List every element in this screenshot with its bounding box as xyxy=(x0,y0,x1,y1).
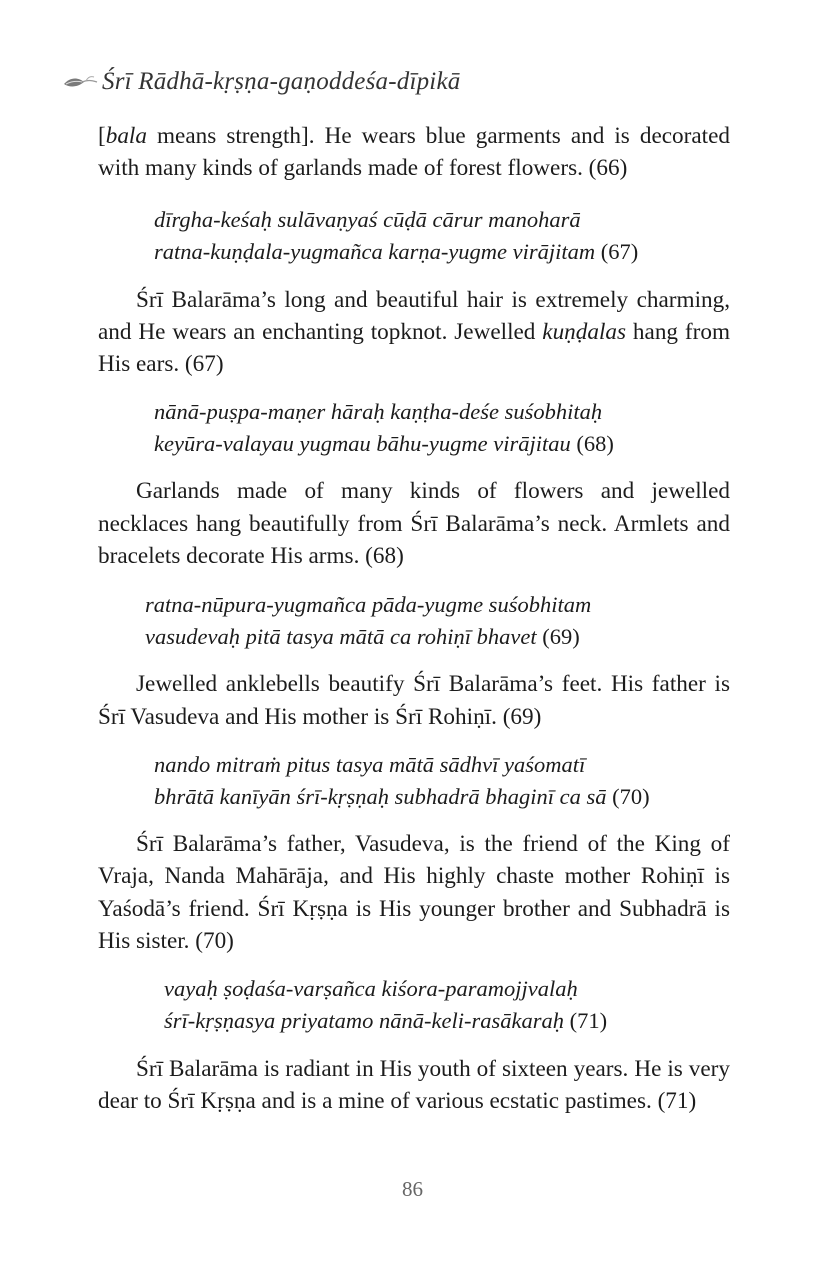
leaf-flourish-icon xyxy=(62,71,98,93)
italic-term: bala xyxy=(105,123,147,149)
verse-number: (71) xyxy=(569,1008,608,1034)
verse-number: (69) xyxy=(542,624,580,650)
verse-line: ratna-nūpura-yugmañca pāda-yugme suśobhitam xyxy=(145,592,592,618)
translation-68: Garlands made of many kinds of flowers and jewelled necklaces hang beautifully from Śrī Balarāma’s neck. Armlets and bracelets decorate His arms. (68) xyxy=(98,478,730,570)
text-fragment: means strength]. He wears blue garments and is decorated with many kinds of garlands made of forest flowers. (66) xyxy=(98,123,730,182)
verse-line-text: ratna-kuṇḍala-yugmañca karṇa-yugme virājitam xyxy=(154,238,596,264)
verse-line xyxy=(164,1005,730,1037)
text-fragment: [ xyxy=(98,123,106,149)
verse-71 xyxy=(164,973,730,1037)
verse-line: nando mitraṁ pitus tasya mātā sādhvī yaśomatī xyxy=(154,751,586,777)
verse-number: (70) xyxy=(612,783,650,809)
verse-line xyxy=(154,781,730,813)
verse-line: dīrgha-keśaḥ sulāvaṇyaś cūḍā cārur manoharā xyxy=(154,206,581,232)
translation-70: Śrī Balarāma’s father, Vasudeva, is the friend of the King of Vraja, Nanda Mahārāja, and His highly chaste mother Rohiṇī is Yaśodā’s friend. Śrī Kṛṣṇa is His younger brother and Subhadrā is His sister. (70) xyxy=(98,830,730,954)
page-content xyxy=(98,120,730,1118)
verse-line-text: śrī-kṛṣṇasya priyatamo nānā-keli-rasākaraḥ xyxy=(164,1008,564,1034)
page-number: 86 xyxy=(402,1177,423,1201)
running-header xyxy=(62,68,460,96)
verse-number: (67) xyxy=(600,238,639,264)
translation-67 xyxy=(98,284,730,381)
verse-68 xyxy=(154,396,730,460)
verse-69 xyxy=(145,589,730,653)
verse-67 xyxy=(154,204,730,268)
text-fragment: hang from His ears. (67) xyxy=(98,318,730,378)
verse-line: nānā-puṣpa-maṇer hāraḥ kaṇṭha-deśe suśobhitaḥ xyxy=(154,399,603,425)
verse-70 xyxy=(154,749,730,813)
verse-number: (68) xyxy=(576,431,614,457)
verse-line-text: vasudevaḥ pitā tasya mātā ca rohiṇī bhavet xyxy=(145,624,537,650)
verse-line xyxy=(145,621,730,653)
translation-71: Śrī Balarāma is radiant in His youth of sixteen years. He is very dear to Śrī Kṛṣṇa and is a mine of various ecstatic pastimes. (71) xyxy=(98,1056,730,1115)
paragraph-66 xyxy=(98,120,730,185)
verse-line xyxy=(154,428,730,460)
verse-line xyxy=(154,236,730,268)
verse-line-text: keyūra-valayau yugmau bāhu-yugme virājitau xyxy=(154,431,571,457)
text-fragment: Śrī Balarāma’s long and beautiful hair is extremely charming, and He wears an enchanting topknot. Jewelled xyxy=(98,286,730,345)
book-title: Śrī Rādhā-kṛṣṇa-gaṇoddeśa-dīpikā xyxy=(102,68,461,95)
verse-line: vayaḥ ṣoḍaśa-varṣañca kiśora-paramojjvalaḥ xyxy=(164,976,578,1002)
translation-69: Jewelled anklebells beautify Śrī Balarāma’s feet. His father is Śrī Vasudeva and His mother is Śrī Rohiṇī. (69) xyxy=(98,671,730,730)
verse-line-text: bhrātā kanīyān śrī-kṛṣṇaḥ subhadrā bhaginī ca sā xyxy=(154,783,607,809)
italic-term: kuṇḍalas xyxy=(542,318,627,345)
